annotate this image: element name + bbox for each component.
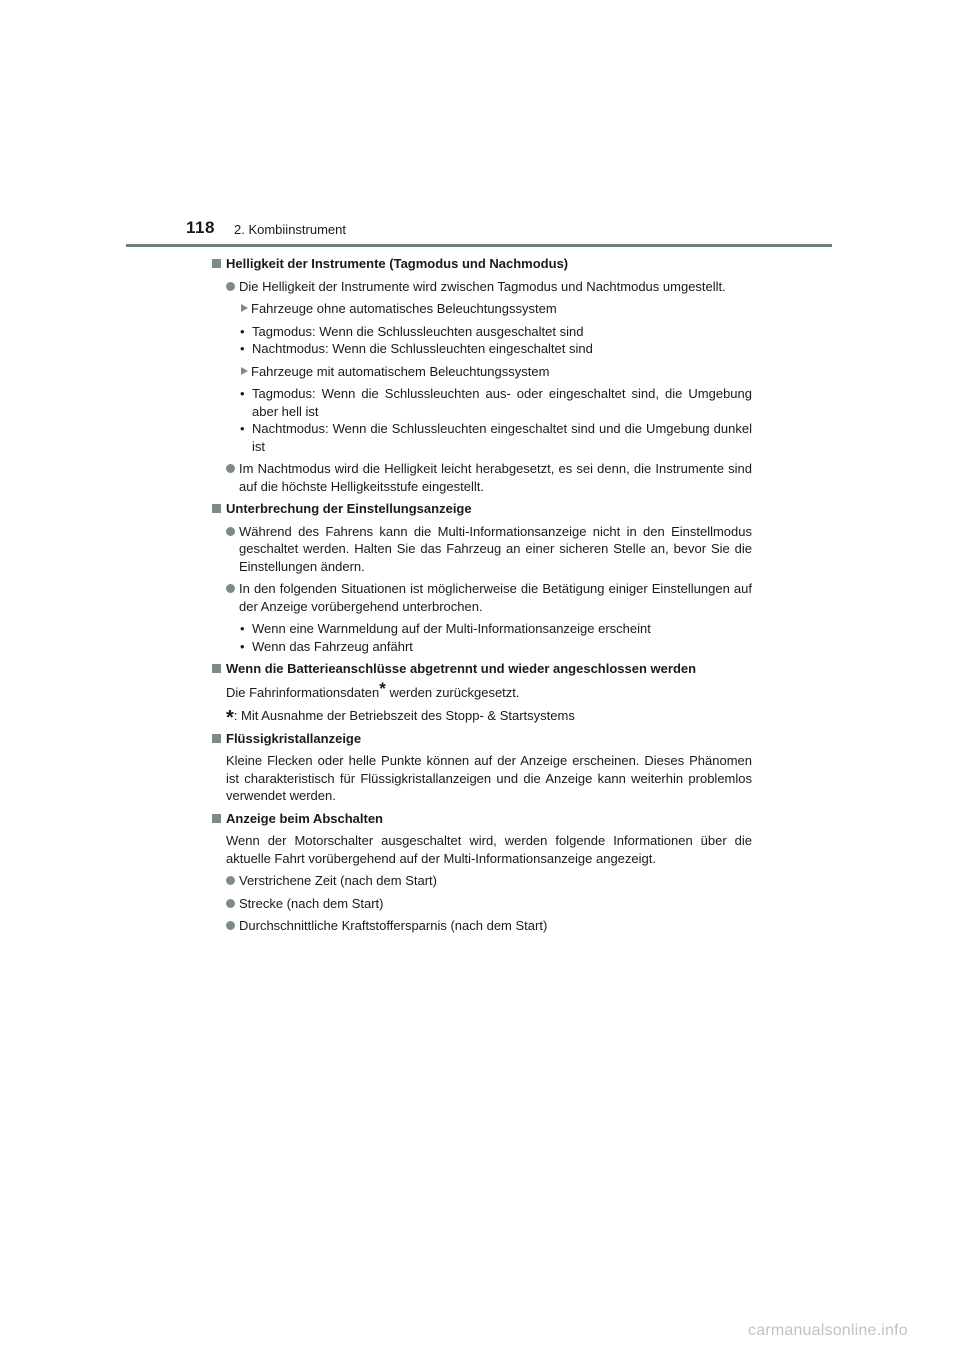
paragraph: Kleine Flecken oder helle Punkte können auf der Anzeige erscheinen. Dieses Phänomen ist charakteristisch für Flüssigkristallanzeigen und die Anzeige kann weiterhin problemlos verwendet werden.: [226, 753, 752, 803]
footnote-star: *: [226, 707, 234, 729]
dot-list: [212, 323, 752, 358]
list-item: • Wenn das Fahrzeug anfährt: [240, 638, 413, 654]
bullet-item: In den folgenden Situationen ist möglicherweise die Betätigung einiger Einstellungen auf der Anzeige vorübergehend unterbrochen.: [212, 580, 752, 615]
round-bullet-icon: [226, 899, 235, 908]
round-bullet-icon: [226, 464, 235, 473]
round-bullet-icon: [226, 584, 235, 593]
bullet-item: Verstrichene Zeit (nach dem Start): [212, 872, 752, 890]
round-bullet-icon: [226, 876, 235, 885]
round-bullet-icon: [226, 527, 235, 536]
header-rule: [126, 244, 832, 247]
footnote-marker: *: [379, 678, 386, 698]
list-item: • Nachtmodus: Wenn die Schlussleuchten eingeschaltet sind: [240, 341, 593, 356]
paragraph: Wenn der Motorschalter ausgeschaltet wird, werden folgende Informationen über die aktuelle Fahrt vorübergehend auf der Multi-Informationsanzeige angezeigt.: [226, 833, 752, 866]
dot-list: [212, 385, 752, 455]
chapter-title: 2. Kombiinstrument: [234, 222, 346, 237]
square-bullet-icon: [212, 664, 221, 673]
section-heading-battery: Wenn die Batterieanschlüsse abgetrennt und wieder angeschlossen werden: [212, 660, 752, 678]
square-bullet-icon: [212, 259, 221, 268]
round-bullet-icon: [226, 282, 235, 291]
footnote: *: Mit Ausnahme der Betriebszeit des Stopp- & Startsystems: [226, 707, 575, 729]
section-heading-shutdown: Anzeige beim Abschalten: [212, 810, 752, 828]
section-heading-brightness: Helligkeit der Instrumente (Tagmodus und Nachmodus): [212, 255, 752, 273]
list-item: • Nachtmodus: Wenn die Schlussleuchten eingeschaltet sind und die Umgebung dunkel ist: [240, 421, 752, 454]
list-item: • Tagmodus: Wenn die Schlussleuchten aus- oder eingeschaltet sind, die Umgebung aber hell ist: [240, 386, 752, 419]
bullet-item: Die Helligkeit der Instrumente wird zwischen Tagmodus und Nachtmodus umgestellt.: [212, 278, 752, 296]
section-heading-interruption: Unterbrechung der Einstellungsanzeige: [212, 500, 752, 518]
square-bullet-icon: [212, 814, 221, 823]
triangle-arrow-icon: [241, 367, 248, 375]
sub-heading: Fahrzeuge mit automatischem Beleuchtungssystem: [212, 363, 752, 381]
square-bullet-icon: [212, 504, 221, 513]
footer-watermark: carmanualsonline.info: [748, 1322, 908, 1339]
paragraph: Die Fahrinformationsdaten* werden zurückgesetzt.: [226, 678, 520, 700]
round-bullet-icon: [226, 921, 235, 930]
page-header: [0, 0, 960, 260]
triangle-arrow-icon: [241, 304, 248, 312]
dot-list: [212, 620, 752, 655]
bullet-item: Strecke (nach dem Start): [212, 895, 752, 913]
bullet-item: Im Nachtmodus wird die Helligkeit leicht herabgesetzt, es sei denn, die Instrumente sind auf die höchste Helligkeitsstufe eingestellt.: [212, 460, 752, 495]
list-item: • Wenn eine Warnmeldung auf der Multi-Informationsanzeige erscheint: [240, 621, 651, 636]
square-bullet-icon: [212, 734, 221, 743]
page-content: [212, 255, 752, 940]
sub-heading: Fahrzeuge ohne automatisches Beleuchtungssystem: [212, 300, 752, 318]
bullet-item: Während des Fahrens kann die Multi-Informationsanzeige nicht in den Einstellmodus geschaltet werden. Halten Sie das Fahrzeug an einer sicheren Stelle an, bevor Sie die Einstellungen ändern.: [212, 523, 752, 576]
list-item: • Tagmodus: Wenn die Schlussleuchten ausgeschaltet sind: [240, 323, 584, 339]
bullet-item: Durchschnittliche Kraftstoffersparnis (nach dem Start): [212, 917, 752, 935]
page-number: 118: [186, 218, 215, 237]
section-heading-lcd: Flüssigkristallanzeige: [212, 730, 752, 748]
